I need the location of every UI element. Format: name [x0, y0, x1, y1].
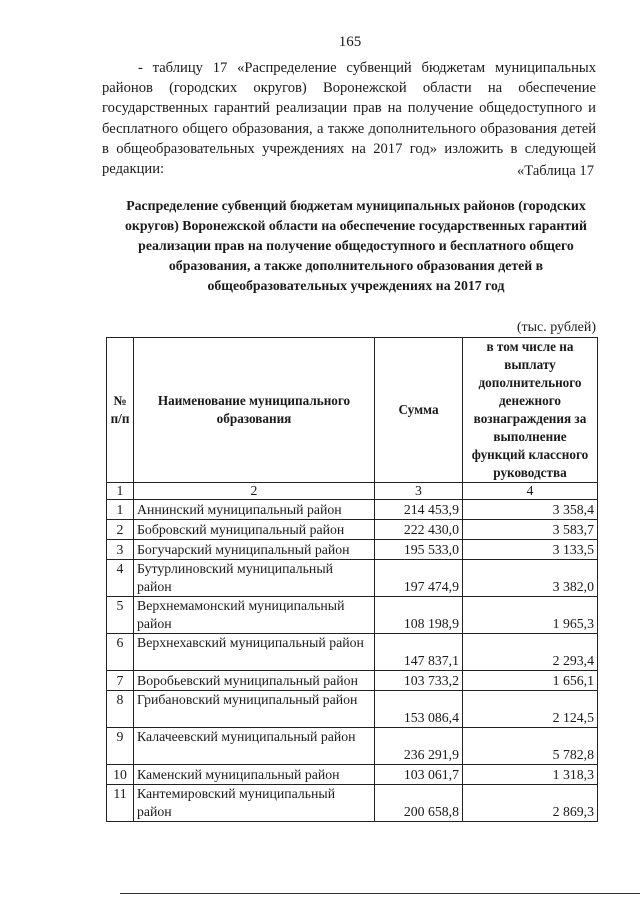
- row-sum: 236 291,9: [375, 728, 463, 765]
- column-index-cell: 2: [134, 483, 375, 500]
- row-number: 5: [107, 597, 134, 634]
- column-index-cell: 4: [463, 483, 598, 500]
- row-number: 11: [107, 785, 134, 822]
- row-sum: 108 198,9: [375, 597, 463, 634]
- row-extra: 1 318,3: [463, 765, 598, 785]
- table-row: [107, 671, 598, 691]
- row-number: 9: [107, 728, 134, 765]
- row-number: 7: [107, 671, 134, 691]
- table-row: [107, 785, 598, 822]
- footer-divider: [120, 893, 640, 894]
- intro-paragraph: - таблицу 17 «Распределение субвенций бюджетам муниципальных районов (городских округов) Воронежской области на обеспечение государственных гарантий реализации прав на получение общедоступного и бесплатного общего образования, а также дополнительного образования детей в общеобразовательных учреждениях на 2017 год» изложить в следующей редакции:: [102, 60, 596, 178]
- row-name: Бутурлиновский муниципальный район: [134, 560, 375, 597]
- row-extra: 1 965,3: [463, 597, 598, 634]
- row-name: Кантемировский муниципальный район: [134, 785, 375, 822]
- row-extra: 3 358,4: [463, 500, 598, 520]
- row-extra: 1 656,1: [463, 671, 598, 691]
- table-row: [107, 500, 598, 520]
- row-sum: 153 086,4: [375, 691, 463, 728]
- row-number: 1: [107, 500, 134, 520]
- row-number: 4: [107, 560, 134, 597]
- column-index-cell: 3: [375, 483, 463, 500]
- row-number: 3: [107, 540, 134, 560]
- header-num: № п/п: [107, 338, 134, 483]
- row-sum: 103 061,7: [375, 765, 463, 785]
- row-sum: 200 658,8: [375, 785, 463, 822]
- row-extra: 2 293,4: [463, 634, 598, 671]
- row-name: Воробьевский муниципальный район: [134, 671, 375, 691]
- row-extra: 2 869,3: [463, 785, 598, 822]
- table-title: Распределение субвенций бюджетам муниципальных районов (городских округов) Воронежской области на обеспечение государственных гарантий реализации прав на получение общедоступного и бесплатного общего образования, а также дополнительного образования детей в общеобразовательных учреждениях на 2017 год: [125, 198, 587, 293]
- row-sum: 197 474,9: [375, 560, 463, 597]
- row-sum: 195 533,0: [375, 540, 463, 560]
- row-extra: 2 124,5: [463, 691, 598, 728]
- row-name: Грибановский муниципальный район: [134, 691, 375, 728]
- row-name: Верхнехавский муниципальный район: [134, 634, 375, 671]
- table-row: [107, 560, 598, 597]
- row-number: 10: [107, 765, 134, 785]
- row-extra: 3 382,0: [463, 560, 598, 597]
- row-name: Аннинский муниципальный район: [134, 500, 375, 520]
- header-sum: Сумма: [375, 338, 463, 483]
- table-row: [107, 520, 598, 540]
- table-row: [107, 597, 598, 634]
- row-name: Богучарский муниципальный район: [134, 540, 375, 560]
- column-index-cell: 1: [107, 483, 134, 500]
- table-row: [107, 634, 598, 671]
- row-number: 2: [107, 520, 134, 540]
- row-sum: 103 733,2: [375, 671, 463, 691]
- subvention-table: [106, 337, 598, 822]
- row-sum: 222 430,0: [375, 520, 463, 540]
- header-extra: в том числе на выплату дополнительного денежного вознаграждения за выполнение функций классного руководства: [463, 338, 598, 483]
- row-extra: 5 782,8: [463, 728, 598, 765]
- table-row: [107, 540, 598, 560]
- row-name: Верхнемамонский муниципальный район: [134, 597, 375, 634]
- table-row: [107, 728, 598, 765]
- row-extra: 3 583,7: [463, 520, 598, 540]
- table-row: [107, 691, 598, 728]
- page-number: 165: [338, 34, 362, 50]
- table-row: [107, 765, 598, 785]
- row-name: Бобровский муниципальный район: [134, 520, 375, 540]
- header-name: Наименование муниципального образования: [134, 338, 375, 483]
- row-name: Каменский муниципальный район: [134, 765, 375, 785]
- table-body: [107, 500, 598, 822]
- row-sum: 147 837,1: [375, 634, 463, 671]
- column-index-row: [107, 483, 598, 500]
- units-label: (тыс. рублей): [516, 320, 596, 335]
- row-name: Калачеевский муниципальный район: [134, 728, 375, 765]
- row-number: 6: [107, 634, 134, 671]
- table-reference: «Таблица 17: [516, 163, 594, 179]
- row-extra: 3 133,5: [463, 540, 598, 560]
- row-number: 8: [107, 691, 134, 728]
- header-row: [107, 338, 598, 483]
- row-sum: 214 453,9: [375, 500, 463, 520]
- table-header: [107, 338, 598, 500]
